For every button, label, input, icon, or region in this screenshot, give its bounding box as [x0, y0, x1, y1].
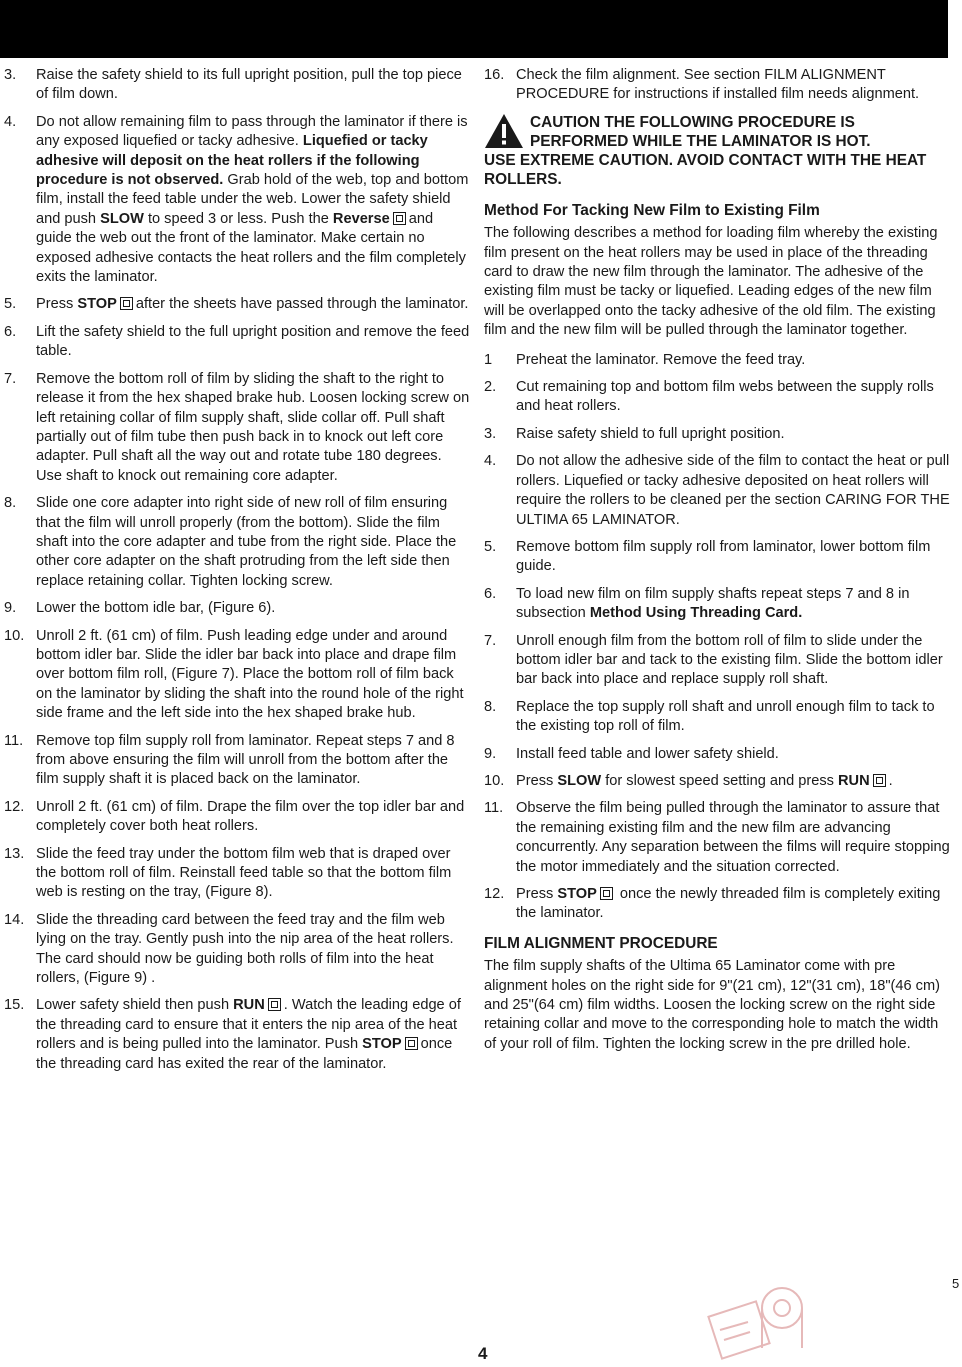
text-run: Press: [516, 772, 558, 789]
text-run: To load new film on film supply shafts repeat steps 7 and 8 in subsection: [516, 585, 910, 622]
text-run: Press: [516, 886, 558, 902]
right-step: [484, 745, 954, 764]
step-text: [516, 426, 785, 442]
step-text: [516, 699, 935, 734]
right-step: [484, 585, 954, 624]
text-run: Lift the safety shield to the full upright position and remove the feed table.: [36, 323, 470, 360]
left-step: [0, 798, 470, 837]
step-text: [516, 379, 934, 414]
left-step: [0, 845, 470, 903]
right-step: [484, 351, 954, 370]
step-text: [516, 539, 930, 574]
emphasis-text: STOP: [557, 886, 597, 902]
right-step: [484, 799, 954, 877]
step-16-container: [484, 66, 954, 105]
text-run: Slide one core adapter into right side of new roll of film ensuring that the film will unroll properly (from the bottom). Slide the film shaft into the core adapter and tube from the right side. Place the other core adapter on the shaft protruding from the left side then replace retaining collar. Tighten locking screw.: [36, 495, 457, 589]
page-number: 4: [478, 1344, 488, 1363]
emphasis-text: RUN: [838, 772, 870, 789]
caution-line-1: CAUTION THE FOLLOWING PROCEDURE IS PERFORMED WHILE THE LAMINATOR IS HOT.: [530, 113, 871, 150]
step-text: [36, 67, 462, 102]
step-number: 14.: [4, 911, 25, 928]
text-run: Do not allow the adhesive side of the film to contact the heat or pull rollers. Liquefied or tacky adhesive deposited on heat rollers will require the rollers to be cleaned per the section CARING FOR THE ULTIMA 65 LAMINATOR.: [516, 453, 950, 528]
control-key-icon: [600, 887, 613, 900]
left-step: [0, 627, 470, 724]
step-number: 16.: [484, 67, 505, 83]
left-step: [0, 494, 470, 591]
control-key-icon: [393, 212, 406, 225]
text-run: Replace the top supply roll shaft and unroll enough film to tack to the existing top roll of film.: [516, 698, 935, 735]
step-number: 8.: [484, 698, 497, 715]
left-step: [0, 599, 470, 618]
text-run: .: [888, 772, 893, 789]
text-run: Do not allow remaining film to pass through the laminator if there is any exposed liquefied or tacky adhesive.: [36, 113, 468, 150]
caution-block: [484, 113, 954, 189]
text-run: Press: [36, 296, 78, 313]
step-number: 7.: [4, 370, 17, 387]
text-run: Raise safety shield to full upright position.: [516, 425, 785, 442]
step-number: 5.: [484, 538, 497, 555]
right-step-list: [484, 351, 954, 924]
step-text: [36, 371, 469, 484]
step-text: [516, 800, 950, 874]
step-number: 5.: [4, 296, 17, 313]
step-text: [516, 773, 893, 789]
step-number: 4.: [484, 453, 497, 470]
watermark-logo-icon: [700, 1278, 820, 1366]
step-text: [36, 600, 275, 616]
text-run: Unroll enough film from the bottom roll of film to slide under the bottom idler bar and tack to the existing film. Slide the bottom idler bar back into place and replace supply roll shaft.: [516, 632, 943, 688]
right-step: [484, 538, 954, 577]
step-text: [36, 912, 454, 986]
text-run: Remove the bottom roll of film by sliding the shaft to the right to release it from the hex shaped brake hub. Loosen locking screw on left retaining collar of film supply shaft, slide collar off. Pull shaft partially out of film tube then push back in to knock out left core adapter. Pull shaft all the way out and rotate tube 180 degrees. Use shaft to knock out remaining core adapter.: [36, 370, 470, 484]
alignment-text: The film supply shafts of the Ultima 65 Laminator come with pre alignment holes on the right side for 9"(21 cm), 12"(31 cm), 18"(46 cm) and 25"(64 cm) film widths. Loosen the locking screw on the right side retaining collar and move to the corresponding hole to match the width of your roll of film. Tighten the locking screw in the pre drilled hole.: [484, 958, 940, 1052]
step-number: 7.: [484, 632, 497, 649]
step-text: [36, 495, 456, 589]
emphasis-text: SLOW: [100, 210, 144, 227]
step-text: [36, 296, 468, 312]
text-run: Slide the feed tray under the bottom film web that is draped over the bottom roll of film. Reinstall feed table so that the bottom film web is resting on the tray, (Figure 8).: [36, 845, 452, 901]
step-number: 11.: [4, 732, 24, 749]
right-step: [484, 772, 954, 791]
text-run: for slowest speed setting and press: [601, 772, 839, 789]
step-text: [516, 67, 919, 102]
tacking-heading: Method For Tacking New Film to Existing Film: [484, 201, 820, 219]
emphasis-text: STOP: [362, 1036, 402, 1053]
step-text: [516, 453, 950, 527]
text-run: Install feed table and lower safety shield.: [516, 745, 779, 762]
step-number: 2.: [484, 379, 497, 396]
text-run: Observe the film being pulled through the laminator to assure that the remaining existing film and the new film are advancing concurrently. Any separation between the films will require stopping the motor immediately and the situation corrected.: [516, 800, 950, 875]
right-step: [484, 885, 954, 924]
text-run: once the threading card has exited the rear of the laminator.: [36, 1036, 453, 1072]
emphasis-text: RUN: [233, 997, 265, 1014]
left-step: [0, 732, 470, 790]
step-number: 3.: [4, 67, 17, 83]
step-text: [36, 114, 468, 285]
step-text: [516, 886, 940, 921]
caution-line-2: USE EXTREME CAUTION. AVOID CONTACT WITH THE HEAT ROLLERS.: [484, 151, 927, 188]
control-key-icon: [873, 774, 886, 787]
left-column: [0, 66, 470, 1082]
text-run: Grab hold of the web, top and bottom film, install the feed table under the web. Lower the safety shield and push: [36, 172, 469, 227]
text-run: Lower safety shield then push: [36, 997, 234, 1014]
header-bar: [0, 0, 948, 58]
alignment-heading: FILM ALIGNMENT PROCEDURE: [484, 934, 718, 952]
text-run: and guide the web out the front of the laminator. Make certain no exposed adhesive contacts the heat rollers and the film completely exits the laminator.: [36, 210, 466, 286]
step-text: [36, 846, 451, 901]
text-run: to speed 3 or less. Push the: [143, 210, 333, 227]
text-run: Cut remaining top and bottom film webs between the supply rolls and heat rollers.: [516, 379, 934, 415]
side-page-mark: 5: [952, 1276, 960, 1291]
step-text: [516, 352, 805, 368]
text-run: Remove bottom film supply roll from laminator, lower bottom film guide.: [516, 538, 931, 575]
right-step: [484, 425, 954, 444]
step-text: [36, 799, 464, 834]
left-step-list: [0, 66, 470, 1074]
right-step: [484, 632, 954, 690]
left-step: [0, 295, 470, 314]
step-number: 11.: [484, 800, 504, 817]
warning-icon: [484, 113, 524, 149]
step-text: [516, 746, 779, 762]
right-step: [484, 698, 954, 737]
step-text: [516, 633, 943, 688]
left-step: [0, 911, 470, 989]
step-number: 6.: [484, 585, 497, 602]
text-run: after the sheets have passed through the laminator.: [135, 296, 469, 313]
text-run: . Watch the leading edge of the threading card to ensure that it enters the nip area of the heat rollers and is being pulled into the laminator. Push: [36, 997, 461, 1053]
right-step: [484, 452, 954, 530]
step-number: 3.: [484, 425, 497, 442]
step-number: 12.: [484, 886, 505, 902]
text-run: Unroll 2 ft. (61 cm) of film. Push leading edge under and around bottom idler bar. Slide the idler bar back into place and drape film over bottom film roll, (Figure 7). Place the bottom roll of film back on the laminator by sliding the shaft into the round hole of the right side frame and the left side into the hex shaped brake hub.: [36, 627, 464, 722]
step-number: 8.: [4, 495, 17, 512]
left-step: [0, 370, 470, 486]
text-run: Lower the bottom idle bar, (Figure 6).: [36, 600, 276, 617]
step-text: [36, 997, 461, 1071]
step-number: 10.: [4, 627, 25, 644]
left-step: [0, 323, 470, 362]
step-text: [36, 628, 464, 722]
control-key-icon: [268, 998, 281, 1011]
text-run: Check the film alignment. See section FILM ALIGNMENT PROCEDURE for instructions if installed film needs alignment.: [516, 67, 920, 103]
emphasis-text: SLOW: [557, 772, 602, 789]
step-number: 9.: [4, 600, 17, 617]
step-text: [516, 586, 909, 621]
step-number: 13.: [4, 845, 25, 862]
text-run: once the newly threaded film is completely exiting the laminator.: [516, 886, 941, 922]
text-run: Preheat the laminator. Remove the feed tray.: [516, 351, 806, 368]
right-step: [484, 66, 954, 105]
control-key-icon: [120, 297, 133, 310]
step-text: [36, 324, 469, 359]
emphasis-text: Reverse: [332, 210, 390, 227]
step-number: 6.: [4, 323, 17, 340]
right-column: [484, 66, 954, 1064]
step-number: 12.: [4, 798, 25, 815]
text-run: Slide the threading card between the feed tray and the film web lying on the tray. Gently push into the nip area of the heat rollers. The card should now be guiding both rolls of film into the heat rollers, (Figure 9) .: [36, 911, 454, 987]
control-key-icon: [405, 1037, 418, 1050]
text-run: Raise the safety shield to its full upright position, pull the top piece of film down.: [36, 67, 462, 103]
emphasis-text: Liquefied or tacky adhesive will deposit on the heat rollers if the following procedure is not observed.: [36, 133, 428, 189]
left-step: [0, 996, 470, 1074]
text-run: Remove top film supply roll from laminator. Repeat steps 7 and 8 from above ensuring the film will unroll from the bottom after the film supply shaft it is placed back on the laminator.: [36, 732, 455, 788]
emphasis-text: STOP: [77, 296, 117, 313]
emphasis-text: Method Using Threading Card.: [589, 605, 803, 622]
step-number: 4.: [4, 113, 17, 130]
step-number: 9.: [484, 745, 497, 762]
step-number: 1: [484, 351, 493, 368]
step-number: 15.: [4, 997, 25, 1014]
step-text: [36, 733, 455, 788]
left-step: [0, 66, 470, 105]
left-step: [0, 113, 470, 288]
text-run: Unroll 2 ft. (61 cm) of film. Drape the film over the top idler bar and completely cover both heat rollers.: [36, 798, 465, 835]
right-step: [484, 378, 954, 417]
step-number: 10.: [484, 772, 505, 789]
tacking-intro: The following describes a method for loading film whereby the existing film present on the heat rollers may be used in place of the threading card to draw the new film through the laminator. The adhesive of the existing film must be tacky or liquefied. Leading edges of the new film will be overlapped onto the tacky adhesive of the old film. The existing film and the new film will be pulled through the laminator together.: [484, 225, 938, 339]
